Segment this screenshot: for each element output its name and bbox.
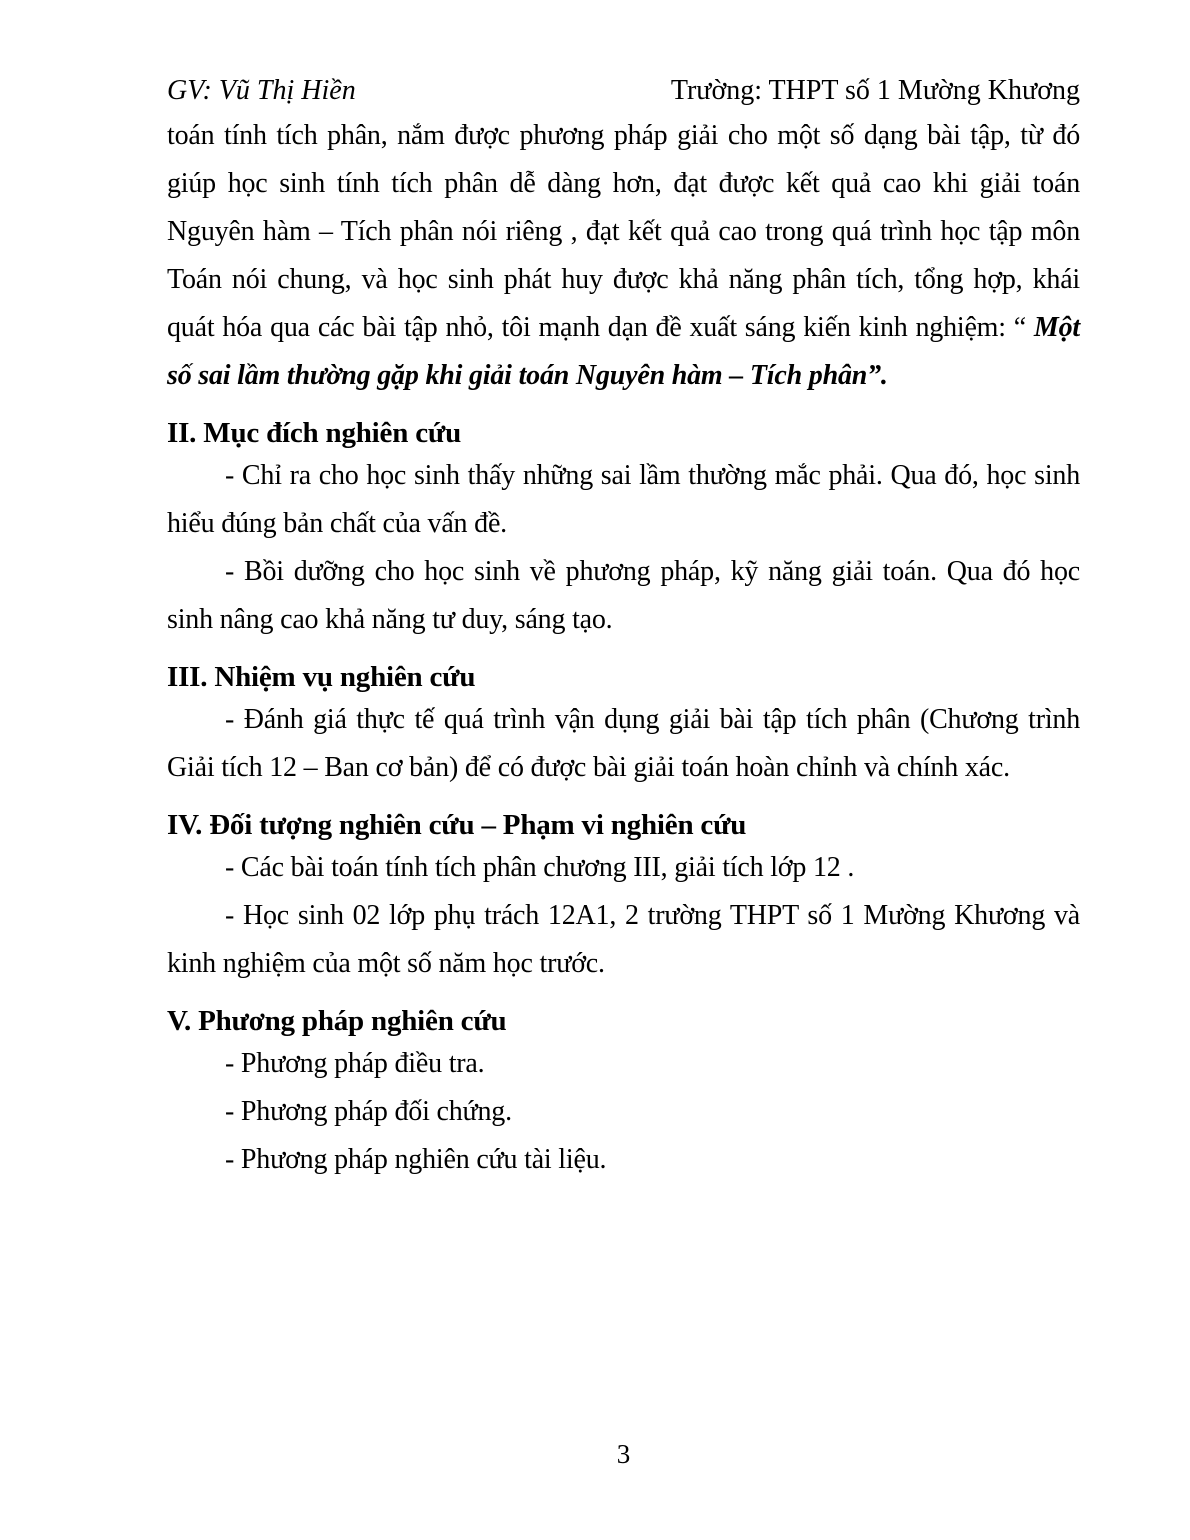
paragraph: - Đánh giá thực tế quá trình vận dụng giải bài tập tích phân (Chương trình Giải tích 12 – Ban cơ bản) để có được bài giải toán hoàn chỉnh và chính xác. bbox=[167, 704, 1080, 783]
page-header bbox=[167, 70, 1080, 112]
section-heading-purpose: II. Mục đích nghiên cứu bbox=[167, 417, 461, 449]
section-heading-subjects-scope: IV. Đối tượng nghiên cứu – Phạm vi nghiên cứu bbox=[167, 809, 747, 841]
section-heading-methods: V. Phương pháp nghiên cứu bbox=[167, 1005, 507, 1037]
page-number: 3 bbox=[616, 1439, 631, 1469]
section-heading-tasks: III. Nhiệm vụ nghiên cứu bbox=[167, 661, 476, 693]
paragraph: - Chỉ ra cho học sinh thấy những sai lầm thường mắc phải. Qua đó, học sinh hiểu đúng bản chất của vấn đề. bbox=[167, 460, 1080, 539]
header-teacher-name: GV: Vũ Thị Hiền bbox=[167, 75, 356, 106]
paragraph: - Các bài toán tính tích phân chương III, giải tích lớp 12 . bbox=[225, 852, 855, 883]
header-school-name: Trường: THPT số 1 Mường Khương bbox=[670, 75, 1080, 106]
intro-text: toán tính tích phân, nắm được phương pháp giải cho một số dạng bài tập, từ đó giúp học sinh tính tích phân dễ dàng hơn, đạt được kết quả cao khi giải toán Nguyên hàm – Tích phân nói riêng , đạt kết quả cao trong quá trình học tập môn Toán nói chung, và học sinh phát huy được khả năng phân tích, tổng hợp, khái quát hóa qua các bài tập nhỏ, tôi mạnh dạn đề xuất sáng kiến kinh nghiệm: “ bbox=[167, 120, 1080, 343]
paragraph: - Phương pháp điều tra. bbox=[225, 1048, 485, 1079]
paragraph: - Bồi dưỡng cho học sinh về phương pháp, kỹ năng giải toán. Qua đó học sinh nâng cao khả năng tư duy, sáng tạo. bbox=[167, 556, 1080, 635]
intro-initiative-title: Một số sai lầm thường gặp khi giải toán Nguyên hàm – Tích phân”. bbox=[167, 312, 1080, 391]
paragraph: - Phương pháp nghiên cứu tài liệu. bbox=[225, 1144, 607, 1175]
intro-paragraph bbox=[167, 112, 1080, 400]
paragraph: - Học sinh 02 lớp phụ trách 12A1, 2 trường THPT số 1 Mường Khương và kinh nghiệm của một số năm học trước. bbox=[167, 900, 1080, 979]
paragraph: - Phương pháp đối chứng. bbox=[225, 1096, 512, 1127]
